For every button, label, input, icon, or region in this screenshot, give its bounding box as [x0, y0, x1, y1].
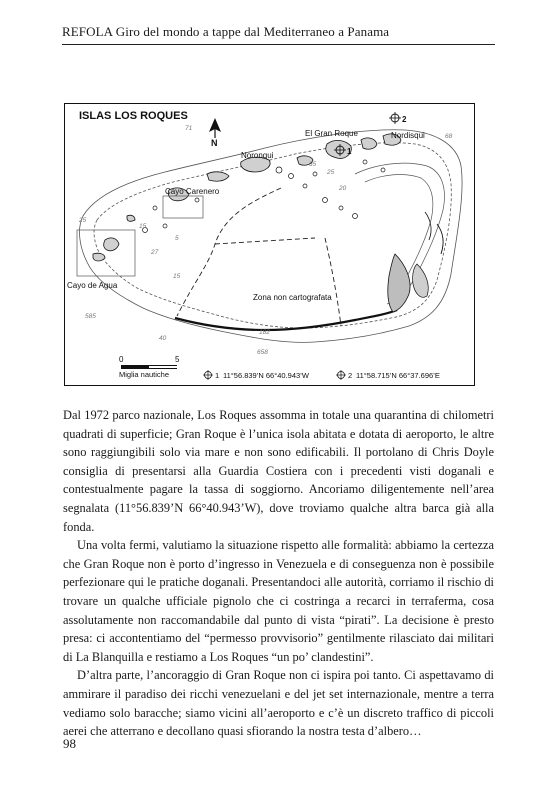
paragraph-2: Una volta fermi, valutiamo la situazione rispetto alle formalità: abbiamo la certezza che Gran Roque non è porto d’ingresso in Venezuela e di conseguenza non è possibile perfezionare qui le pratiche doganali. Presentandoci alle autorità, corriamo il rischio di trovare un qualche ufficiale pignolo che ci costringa a recarci in terraferma, cosa assolutamente non raccomandabile dal punto di vista “pirati”. La decisione è presto presa: ci accontentiamo del “permesso provvisorio” gentilmente rilasciato dai militari di La Blanquilla e restiamo a Los Roques “un po’ clandestini”. [63, 538, 494, 664]
scale-bar [119, 355, 180, 379]
depth-label: 27 [151, 249, 159, 256]
paragraph-3: D’altra parte, l’ancoraggio di Gran Roque non ci ispira poi tanto. Ci aspettavamo di ammirare il paradiso dei ricchi venezuelani e del jet set internazionale, mentre a terra vediamo solo baracche; siamo vicini all’aeroporto e c’è un discreto traffico di piccoli aerei che atterrano e decollano quasi sfiorando la nostra testa d’albero… [63, 668, 494, 739]
waypoint-2-number: 2 [402, 115, 407, 124]
label-nordisqui: Nordisqui [391, 131, 425, 140]
north-label: N [211, 138, 218, 148]
depth-label: 658 [257, 349, 268, 356]
legend-waypoint-2-label: 2 [348, 371, 353, 380]
east-shoal [388, 212, 443, 312]
label-cayo-carenero: Cayo Carenero [165, 187, 220, 196]
scale-five: 5 [175, 355, 180, 364]
uncharted-boundary [177, 188, 341, 326]
depth-label: 15 [173, 273, 181, 280]
depth-label: 5 [175, 235, 179, 242]
depth-label: 25 [79, 217, 87, 224]
legend-waypoint-2-coords: 11°58.715’N 66°37.696’E [356, 371, 440, 380]
depth-label: 25 [327, 169, 335, 176]
waypoint-1-number: 1 [347, 147, 352, 156]
depth-label: 68 [445, 133, 453, 140]
running-header: REFOLA Giro del mondo a tappe dal Mediterraneo a Panama [62, 24, 390, 39]
scale-zero: 0 [119, 355, 124, 364]
reef-contours [80, 130, 463, 343]
legend-waypoint-1-label: 1 [215, 371, 220, 380]
waypoint-legend [203, 370, 440, 380]
scale-unit: Miglia nautiche [119, 370, 170, 379]
map-title: ISLAS LOS ROQUES [79, 110, 188, 122]
depth-label: 40 [159, 335, 167, 342]
label-cayo-de-agua: Cayo de Agua [67, 281, 118, 290]
paragraph-1: Dal 1972 parco nazionale, Los Roques assomma in totale una quarantina di chilometri quadrati di superficie; Gran Roque è l’unica isola abitata e dotata di aeroporto, le altre sono raggiungibili solo via mare e non sono edificabili. Il portolano di Chris Doyle consiglia di presentarsi alla Guardia Costiera con i precedenti visti doganali e contestualmente pagare la tassa di soggiorno. Ancoriamo diligentemente nell’area segnalata (11°56.839’N 66°40.943’W), dove troviamo qualche altra barca già alla fonda. [63, 408, 494, 534]
north-arrow [209, 118, 221, 148]
cayo-de-agua-inset-box [77, 230, 135, 276]
depth-label: 35 [309, 161, 317, 168]
label-uncharted-zone: Zona non cartografata [253, 293, 332, 302]
depth-label: 20 [339, 185, 347, 192]
depth-label: 15 [139, 223, 147, 230]
body-text [63, 406, 494, 741]
map-figure [64, 103, 475, 386]
depth-label: 71 [185, 125, 193, 132]
depth-label: 585 [85, 313, 96, 320]
waypoint-2-marker [389, 112, 407, 124]
label-noronqui: Noronqui [241, 151, 274, 160]
header-rule [62, 44, 495, 45]
label-el-gran-roque: El Gran Roque [305, 129, 358, 138]
depth-label: 182 [259, 329, 270, 336]
legend-waypoint-1-coords: 11°56.839’N 66°40.943’W [223, 371, 309, 380]
page-number: 98 [63, 736, 76, 751]
